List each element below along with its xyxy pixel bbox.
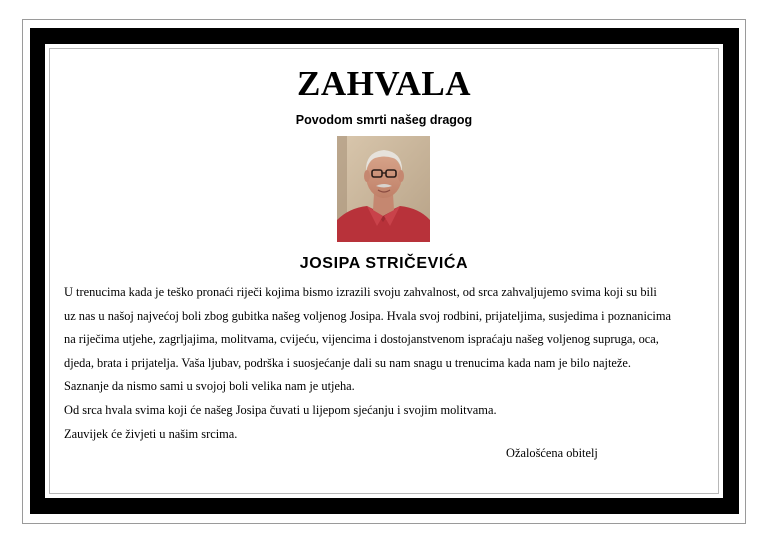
message-line: Od srca hvala svima koji će našeg Josipa čuvati u lijepom sjećanju i svojim molitvama. xyxy=(64,402,497,417)
notice-title: ZAHVALA xyxy=(296,64,471,103)
message-line: na riječima utjehe, zagrljajima, molitvama, cvijeću, vijencima i dostojanstvenom ispraćaju našeg voljenog supruga, oca, xyxy=(64,332,659,347)
signature: Ožalošćena obitelj xyxy=(506,446,598,460)
deceased-name: JOSIPA STRIČEVIĆA xyxy=(299,255,469,272)
message-line: U trenucima kada je teško pronaći riječi kojima bismo izrazili svoju zahvalnost, od srca zahvaljujemo svima koji su bili xyxy=(64,285,657,299)
message-body xyxy=(64,281,704,446)
message-line: Zauvijek će živjeti u našim srcima. xyxy=(64,426,238,441)
notice-subtitle: Povodom smrti našeg dragog xyxy=(295,113,473,127)
message-line: djeda, brata i prijatelja. Vaša ljubav, podrška i suosjećanje dali su nam snagu u trenucima kada nam je bilo najteže. xyxy=(64,355,632,370)
portrait-photo xyxy=(337,136,430,242)
message-line: uz nas u našoj najvećoj boli zbog gubitka našeg voljenog Josipa. Hvala svoj rodbini, prijateljima, susjedima i poznanicima xyxy=(64,308,672,323)
message-line: Saznanje da nismo sami u svojoj boli velika nam je utjeha. xyxy=(64,379,355,394)
